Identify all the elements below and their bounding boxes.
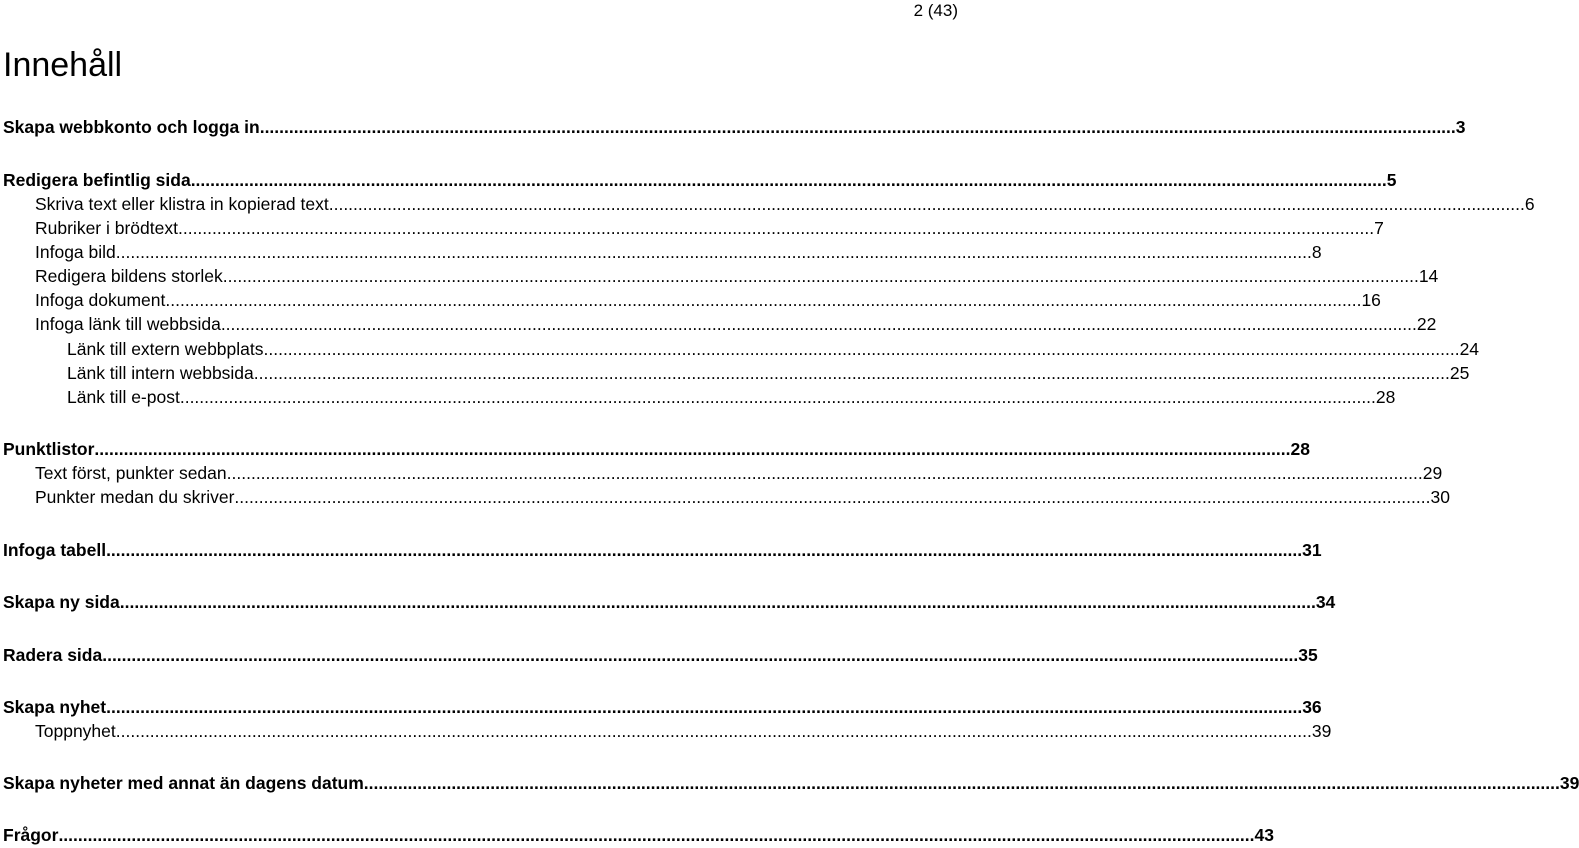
- toc-entry-infoga-bild[interactable]: [35, 240, 1322, 264]
- toc-entry-label: Skapa ny sida: [3, 592, 120, 612]
- toc-entry-label: Rubriker i brödtext: [35, 218, 178, 238]
- toc-leader: ......................................................................................................................................................................................................................................................: [263, 339, 1460, 359]
- toc-entry-label: Skapa webbkonto och logga in: [3, 117, 260, 137]
- toc-entry-label: Punkter medan du skriver: [35, 487, 235, 507]
- toc-entry-page: 16: [1361, 290, 1381, 310]
- toc-leader: ......................................................................................................................................................................................................................................................: [115, 242, 1312, 262]
- toc-entry-label: Text först, punkter sedan: [35, 463, 227, 483]
- toc-entry-lank-intern[interactable]: [67, 361, 1470, 385]
- toc-entry-punkter-medan[interactable]: [35, 485, 1450, 509]
- toc-entry-label: Infoga tabell: [3, 540, 107, 560]
- toc-entry-redigera-befintlig-sida[interactable]: [3, 168, 1397, 192]
- toc-entry-label: Radera sida: [3, 645, 103, 665]
- toc-entry-skapa-nyhet[interactable]: [3, 695, 1322, 719]
- toc-leader: ......................................................................................................................................................................................................................................................: [222, 266, 1419, 286]
- toc-leader: ......................................................................................................................................................................................................................................................: [220, 314, 1417, 334]
- toc-entry-page: 8: [1311, 242, 1322, 262]
- toc-entry-page: 22: [1416, 314, 1437, 334]
- toc-leader: ......................................................................................................................................................................................................................................................: [106, 697, 1303, 717]
- toc-leader: ......................................................................................................................................................................................................................................................: [234, 487, 1431, 507]
- toc-leader: ......................................................................................................................................................................................................................................................: [179, 387, 1376, 407]
- toc-leader: ......................................................................................................................................................................................................................................................: [58, 825, 1255, 845]
- toc-entry-skriva-text[interactable]: [35, 192, 1535, 216]
- toc-entry-label: Länk till intern webbsida: [67, 363, 254, 383]
- toc-entry-skapa-ny-sida[interactable]: [3, 590, 1336, 614]
- toc-entry-page: 25: [1449, 363, 1470, 383]
- toc-entry-infoga-dokument[interactable]: [35, 288, 1381, 312]
- toc-entry-label: Toppnyhet: [35, 721, 116, 741]
- toc-entry-infoga-lank[interactable]: [35, 312, 1437, 336]
- toc-entry-page: 28: [1290, 439, 1310, 459]
- toc-entry-page: 14: [1418, 266, 1439, 286]
- toc-entry-radera-sida[interactable]: [3, 643, 1318, 667]
- toc-entry-page: 3: [1455, 117, 1466, 137]
- toc-leader: ......................................................................................................................................................................................................................................................: [190, 170, 1387, 190]
- toc-entry-label: Redigera befintlig sida: [3, 170, 191, 190]
- toc-entry-page: 30: [1430, 487, 1450, 507]
- toc-entry-page: 34: [1315, 592, 1336, 612]
- toc-leader: ......................................................................................................................................................................................................................................................: [106, 540, 1303, 560]
- toc-leader: ......................................................................................................................................................................................................................................................: [102, 645, 1299, 665]
- toc-entry-page: 39: [1559, 773, 1579, 793]
- toc-entry-page: 36: [1302, 697, 1322, 717]
- toc-entry-label: Länk till e-post: [67, 387, 180, 407]
- toc-leader: ......................................................................................................................................................................................................................................................: [363, 773, 1560, 793]
- toc-leader: ......................................................................................................................................................................................................................................................: [328, 194, 1525, 214]
- toc-entry-page: 31: [1302, 540, 1322, 560]
- toc-entry-lank-epost[interactable]: [67, 385, 1396, 409]
- toc-entry-page: 24: [1459, 339, 1480, 359]
- toc-entry-page: 7: [1374, 218, 1384, 238]
- toc-entry-toppnyhet[interactable]: [35, 719, 1332, 743]
- toc-entry-page: 28: [1375, 387, 1396, 407]
- toc-leader: ......................................................................................................................................................................................................................................................: [115, 721, 1312, 741]
- toc-entry-label: Frågor: [3, 825, 59, 845]
- toc-entry-label: Infoga dokument: [35, 290, 166, 310]
- toc-leader: ......................................................................................................................................................................................................................................................: [119, 592, 1316, 612]
- toc-entry-label: Länk till extern webbplats: [67, 339, 264, 359]
- toc-entry-label: Punktlistor: [3, 439, 95, 459]
- toc-entry-rubriker[interactable]: [35, 216, 1384, 240]
- toc-entry-skapa-webbkonto[interactable]: [3, 115, 1466, 139]
- toc-entry-label: Redigera bildens storlek: [35, 266, 223, 286]
- toc-entry-infoga-tabell[interactable]: [3, 538, 1322, 562]
- toc-entry-label: Infoga bild: [35, 242, 116, 262]
- toc-entry-page: 6: [1524, 194, 1535, 214]
- toc-entry-text-forst[interactable]: [35, 461, 1443, 485]
- toc-entry-page: 39: [1311, 721, 1332, 741]
- toc-leader: ......................................................................................................................................................................................................................................................: [94, 439, 1291, 459]
- toc-entry-label: Skriva text eller klistra in kopierad text: [35, 194, 329, 214]
- toc-entry-label: Skapa nyhet: [3, 697, 107, 717]
- toc-entry-lank-extern[interactable]: [67, 337, 1480, 361]
- toc-entry-fragor[interactable]: [3, 823, 1274, 847]
- toc-entry-label: Skapa nyheter med annat än dagens datum: [3, 773, 364, 793]
- toc-entry-page: 35: [1298, 645, 1318, 665]
- toc-leader: ......................................................................................................................................................................................................................................................: [226, 463, 1423, 483]
- toc-leader: ......................................................................................................................................................................................................................................................: [165, 290, 1362, 310]
- toc-leader: ......................................................................................................................................................................................................................................................: [259, 117, 1456, 137]
- toc-entry-redigera-bildens-storlek[interactable]: [35, 264, 1439, 288]
- toc-leader: ......................................................................................................................................................................................................................................................: [177, 218, 1375, 238]
- toc-leader: ......................................................................................................................................................................................................................................................: [253, 363, 1450, 383]
- toc-entry-skapa-nyheter-datum[interactable]: [3, 771, 1579, 795]
- toc-entry-label: Infoga länk till webbsida: [35, 314, 221, 334]
- page-number: 2 (43): [913, 1, 958, 20]
- toc-entry-page: 43: [1254, 825, 1274, 845]
- toc-entry-page: 29: [1422, 463, 1443, 483]
- toc-entry-page: 5: [1386, 170, 1397, 190]
- page-title: Innehåll: [3, 46, 123, 84]
- toc-entry-punktlistor[interactable]: [3, 437, 1310, 461]
